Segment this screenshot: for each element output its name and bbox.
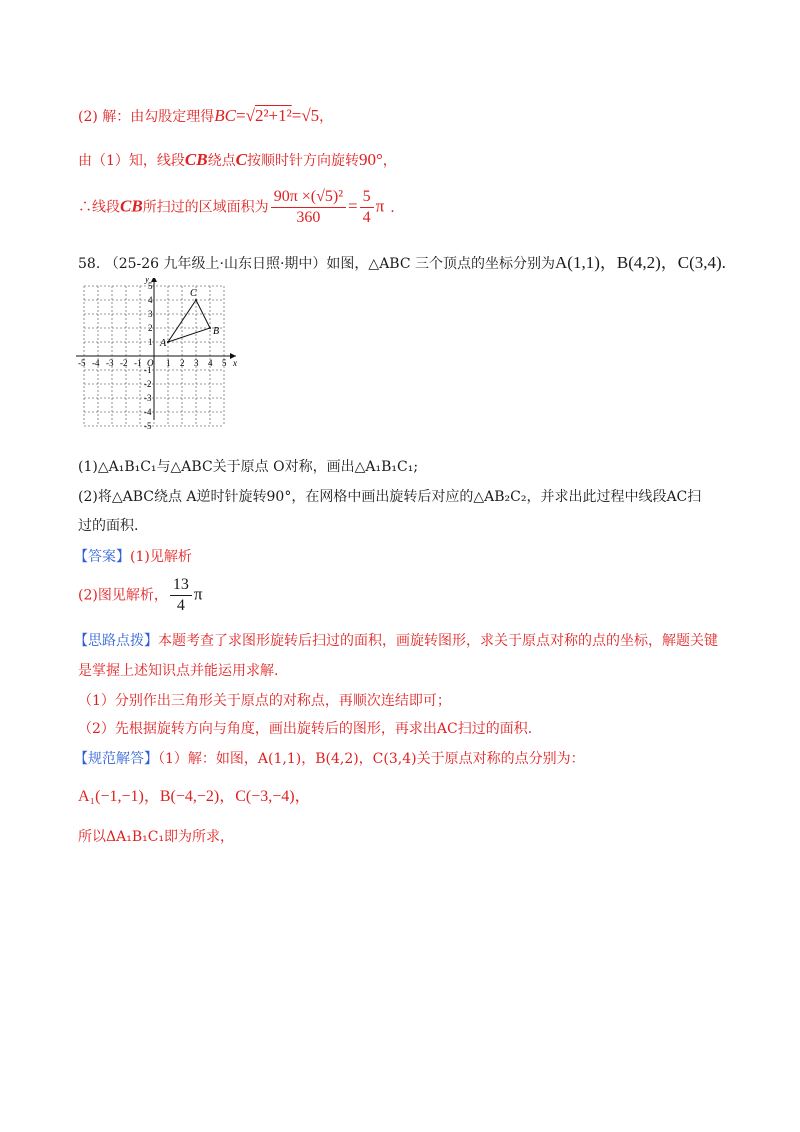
problem-58-stem: 58. （25-26 九年级上·山东日照·期中）如图，△ABC 三个顶点的坐标分别为A(1,1)，B(4,2)，C(3,4). bbox=[78, 253, 726, 272]
y-tick-label: 1 bbox=[148, 337, 153, 347]
area-result-fraction: $\frac{5}{4}$ bbox=[360, 188, 374, 227]
x-tick-label: -5 bbox=[78, 358, 86, 368]
x-tick-label: -3 bbox=[106, 358, 114, 368]
answer-line-2: (2)图见解析， $\frac{13}{4}$ π bbox=[78, 576, 203, 614]
point-label-c: C bbox=[190, 288, 197, 299]
bc-radicand: 2²+1² bbox=[254, 106, 292, 125]
point-label-b: B bbox=[213, 326, 220, 337]
y-tick-label: 4 bbox=[148, 295, 153, 305]
solution-line-bc: (2) 解：由勾股定理得BC=√2²+1²=√5， bbox=[78, 106, 334, 125]
x-tick-label: -4 bbox=[92, 358, 100, 368]
solution-label: (2) 解：由勾股定理得 bbox=[78, 109, 215, 125]
hint-tag: 【思路点拨】 bbox=[74, 633, 158, 649]
y-tick-label: 5 bbox=[148, 281, 153, 291]
bc-lhs: BC bbox=[214, 106, 237, 125]
area-fraction: $\frac{\text{90π ×(√5)²}}{360}$ bbox=[271, 188, 346, 227]
y-tick-label: -4 bbox=[144, 407, 152, 417]
solution-line-2: A₁(−1,−1)，B(−4,−2)，C(−3,−4)， bbox=[78, 788, 311, 805]
y-tick-label: 2 bbox=[148, 323, 153, 333]
x-tick-label: 1 bbox=[166, 358, 171, 368]
point-b bbox=[209, 327, 211, 329]
point-label-a: A bbox=[160, 338, 167, 349]
point-a bbox=[167, 341, 169, 343]
y-tick-label: -5 bbox=[144, 421, 152, 431]
y-tick-label: -3 bbox=[144, 393, 152, 403]
hint-step-2: （2）先根据旋转方向与角度，画出旋转后的图形，再求出AC扫过的面积. bbox=[78, 721, 533, 737]
y-tick-label: -2 bbox=[144, 379, 152, 389]
x-tick-label: -2 bbox=[120, 358, 128, 368]
question-2-line-2: 过的面积. bbox=[78, 518, 139, 534]
y-axis-label: y bbox=[145, 278, 149, 284]
solution-line-3: 所以ΔA₁B₁C₁即为所求， bbox=[78, 829, 235, 845]
solution-line-area: ∴线段CB所扫过的区域面积为 $\frac{\text{90π ×(√5)²}}{360}$ = $\frac{5}{4}$ π . bbox=[78, 188, 395, 226]
solution-line-rotation: 由（1）知，线段CB绕点C按顺时针方向旋转90°， bbox=[78, 150, 397, 169]
question-1: (1)△A₁B₁C₁与△ABC关于原点 O对称，画出△A₁B₁C₁; bbox=[78, 459, 419, 475]
answer-line-1: 【答案】(1)见解析 bbox=[74, 549, 192, 565]
solution-line-1: 【规范解答】（1）解：如图，A(1,1)，B(4,2)，C(3,4)关于原点对称的点分别为： bbox=[74, 751, 585, 767]
origin-label: O bbox=[147, 358, 154, 368]
hint-line-1: 【思路点拨】本题考查了求图形旋转后扫过的面积，画旋转图形，求关于原点对称的点的坐标，解题关键 bbox=[74, 633, 718, 649]
hint-line-2: 是掌握上述知识点并能运用求解. bbox=[78, 663, 279, 679]
answer-fraction: $\frac{13}{4}$ bbox=[170, 576, 192, 615]
answer-tag: 【答案】 bbox=[74, 549, 130, 565]
x-tick-label: 4 bbox=[208, 358, 213, 368]
solution-tag: 【规范解答】 bbox=[74, 751, 158, 767]
hint-step-1: （1）分别作出三角形关于原点的对称点，再顺次连结即可； bbox=[78, 693, 451, 709]
y-tick-label: -1 bbox=[144, 365, 152, 375]
x-axis-label: x bbox=[233, 358, 237, 368]
x-tick-label: 3 bbox=[194, 358, 199, 368]
x-tick-label: -1 bbox=[134, 358, 142, 368]
triangle-abc bbox=[168, 300, 210, 342]
sqrt-icon: √ bbox=[245, 106, 255, 125]
point-c bbox=[195, 299, 197, 301]
y-tick-label: 3 bbox=[148, 309, 153, 319]
coordinate-grid bbox=[74, 278, 254, 443]
bc-result: √5 bbox=[301, 106, 320, 125]
question-2-line-1: (2)将△ABC绕点 A逆时针旋转90°，在网格中画出旋转后对应的△AB₂C₂，并求出此过程中线段AC扫 bbox=[78, 489, 702, 505]
x-tick-label: 5 bbox=[222, 358, 227, 368]
x-tick-label: 2 bbox=[180, 358, 185, 368]
